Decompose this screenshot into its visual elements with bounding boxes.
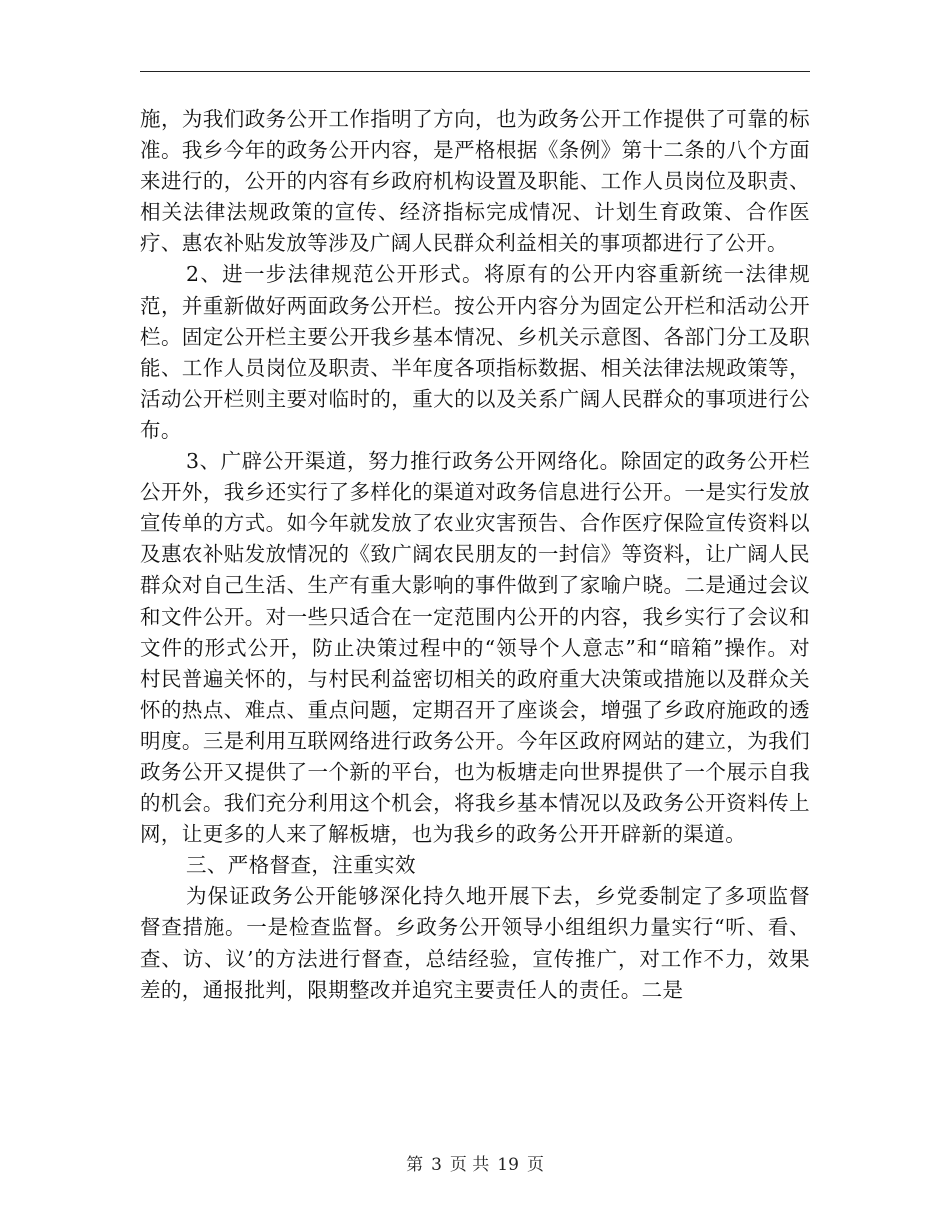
paragraph-4: 为保证政务公开能够深化持久地开展下去，乡党委制定了多项监督督查措施。一是检查监督。乡政务公开领导小组组织力量实行“听、看、查、访、议’的方法进行督查，总结经验，宣传推广，对工作不力，效果差的，通报批判，限期整改并追究主要责任人的责任。二是	[140, 884, 810, 1002]
footer-middle: 页 共	[449, 1155, 490, 1175]
total-page-count: 19	[497, 1155, 519, 1175]
current-page-number: 3	[431, 1155, 442, 1175]
section-heading: 三、严格督查，注重实效	[186, 853, 416, 878]
header-rule	[140, 71, 810, 72]
footer-suffix: 页	[526, 1155, 544, 1175]
page-body	[140, 104, 810, 1006]
paragraph-1: 施，为我们政务公开工作指明了方向，也为政务公开工作提供了可靠的标准。我乡今年的政务公开内容，是严格根据《条例》第十二条的八个方面来进行的，公开的内容有乡政府机构设置及职能、工作人员岗位及职责、相关法律法规政策的宣传、经济指标完成情况、计划生育政策、合作医疗、惠农补贴发放等涉及广阔人民群众利益相关的事项都进行了公开。	[140, 107, 810, 256]
footer-prefix: 第	[406, 1155, 424, 1175]
paragraph-2: 2、进一步法律规范公开形式。将原有的公开内容重新统一法律规范，并重新做好两面政务公开栏。按公开内容分为固定公开栏和活动公开栏。固定公开栏主要公开我乡基本情况、乡机关示意图、各部门分工及职能、工作人员岗位及职责、半年度各项指标数据、相关法律法规政策等，活动公开栏则主要对临时的，重大的以及关系广阔人民群众的事项进行公布。	[140, 262, 810, 442]
paragraph-3: 3、广辟公开渠道，努力推行政务公开网络化。除固定的政务公开栏公开外，我乡还实行了多样化的渠道对政务信息进行公开。一是实行发放宣传单的方式。如今年就发放了农业灾害预告、合作医疗保险宣传资料以及惠农补贴发放情况的《致广阔农民朋友的一封信》等资料，让广阔人民群众对自己生活、生产有重大影响的事件做到了家喻户晓。二是通过会议和文件公开。对一些只适合在一定范围内公开的内容，我乡实行了会议和文件的形式公开，防止决策过程中的“领导个人意志”和“暗箱”操作。对村民普遍关怀的，与村民利益密切相关的政府重大决策或措施以及群众关怀的热点、难点、重点问题，定期召开了座谈会，增强了乡政府施政的透明度。三是利用互联网络进行政务公开。今年区政府网站的建立，为我们政务公开又提供了一个新的平台，也为板塘走向世界提供了一个展示自我的机会。我们充分利用这个机会，将我乡基本情况以及政务公开资料传上网，让更多的人来了解板塘，也为我乡的政务公开开辟新的渠道。	[140, 449, 810, 847]
page-footer	[0, 1150, 950, 1175]
